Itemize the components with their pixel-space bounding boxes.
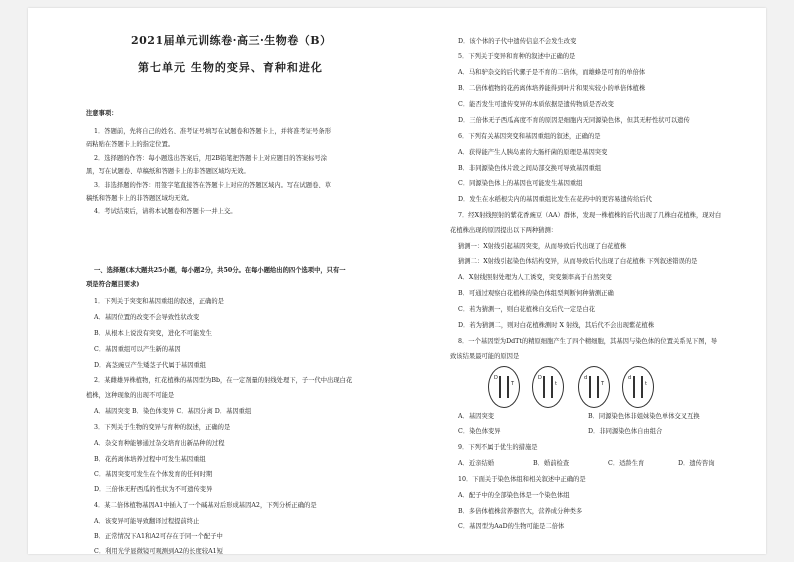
chromosome bbox=[633, 376, 635, 398]
gene-label: D bbox=[538, 375, 542, 381]
gene-label: d bbox=[584, 375, 588, 381]
chromosome bbox=[551, 376, 553, 398]
notice-heading: 注意事项： bbox=[86, 110, 118, 117]
question-line: 植株，这种现象的出现不可能是 bbox=[86, 392, 175, 399]
option-line: A．配子中的全部染色体是一个染色体组 bbox=[458, 492, 570, 499]
chromosome bbox=[589, 376, 591, 398]
exam-page bbox=[28, 8, 766, 554]
option-line: A．获得能产生人胰岛素的大肠杆菌的原理是基因突变 bbox=[458, 149, 608, 156]
section-heading: 一、选择题(本大题共25小题，每小题2分，共50分。在每小题给出的四个选项中，只有一 bbox=[94, 267, 346, 274]
question-line: 4．某二倍体植物基因A1中插入了一个碱基对后形成基因A2，下列分析正确的是 bbox=[94, 502, 317, 509]
option-line: C．基因重组可以产生新的基因 bbox=[94, 346, 181, 353]
notice-item: 稿纸和答题卡上的非答题区域均无效。 bbox=[86, 195, 194, 202]
option-line: C．若为猜测一，则白花植株自交后代一定是白花 bbox=[458, 306, 596, 313]
notice-item: 4．考试结束后，请将本试题卷和答题卡一并上交。 bbox=[94, 208, 237, 215]
option-line: A．近亲结婚 bbox=[458, 460, 495, 467]
option-line: D．遗传咨询 bbox=[678, 460, 715, 467]
option-line: D．三倍体无籽西瓜的性状为不可遗传变异 bbox=[94, 486, 213, 493]
cell-4 bbox=[622, 366, 654, 408]
gene-label: D bbox=[494, 375, 498, 381]
option-line: C．能否发生可遗传变异的本质依据是遗传物质是否改变 bbox=[458, 101, 614, 108]
option-line: A．基因突变 bbox=[458, 413, 495, 420]
option-line: A．杂交育种能够通过杂交培育出新品种的过程 bbox=[94, 440, 225, 447]
option-line: B．多倍体植株营养器官大，营养成分种类多 bbox=[458, 508, 583, 515]
hypothesis-line: 猜测二：X射线引起染色体结构变异，从而导致后代出现了白花植株 下列叙述错误的是 bbox=[458, 258, 698, 265]
notice-item: 3．非选择题的作答：用签字笔直接答在答题卡上对应的答题区域内。写在试题卷、草 bbox=[94, 182, 331, 189]
question-line: 9．下列不属于优生的措施是 bbox=[458, 444, 538, 451]
chromosome bbox=[543, 376, 545, 398]
question-line: 7．经X射线照射的紫花香豌豆（AA）群体，发现一株植株的后代出现了几株白花植株，现对白 bbox=[458, 212, 722, 219]
option-line: B．同源染色体非姐妹染色单体交叉互换 bbox=[588, 413, 700, 420]
option-line: A．基因突变 B．染色体变异 C．基因分离 D．基因重组 bbox=[94, 408, 252, 415]
option-line: C．利用光学显微镜可观测到A2的长度较A1短 bbox=[94, 548, 223, 555]
cell-1 bbox=[488, 366, 520, 408]
option-line: C．基因型为AaD的生物可能是二倍体 bbox=[458, 523, 565, 530]
option-line: D．非同源染色体自由组合 bbox=[588, 428, 663, 435]
notice-item: 黑，写在试题卷、草稿纸和答题卡上的非答题区域均无效。 bbox=[86, 168, 250, 175]
gene-label: d bbox=[628, 375, 632, 381]
question-line: 致该结果最可能的原因是 bbox=[450, 353, 520, 360]
option-line: A．X射线照射处理为人工诱变，突变频率高于自然突变 bbox=[458, 274, 612, 281]
gene-label: T bbox=[511, 381, 515, 387]
option-line: C．染色体变异 bbox=[458, 428, 501, 435]
option-line: D．高茎豌豆产生矮茎子代属于基因重组 bbox=[94, 362, 207, 369]
option-line: A．基因位置的改变不会导致性状改变 bbox=[94, 314, 200, 321]
option-line: B．花药离体培养过程中可发生基因重组 bbox=[94, 456, 206, 463]
option-line: D．该个体的子代中遗传信息不会发生改变 bbox=[458, 38, 577, 45]
chromosome bbox=[597, 376, 599, 398]
page-title: 2021届单元训练卷·高三·生物卷（B） bbox=[131, 34, 332, 47]
chromosome bbox=[507, 376, 509, 398]
chromosome bbox=[499, 376, 501, 398]
section-heading-cont: 项是符合题目要求) bbox=[86, 281, 140, 288]
cell-2 bbox=[532, 366, 564, 408]
option-line: B．婚前检查 bbox=[533, 460, 570, 467]
option-line: B．从根本上说没有突变，进化不可能发生 bbox=[94, 330, 212, 337]
question-line: 1．下列关于突变和基因重组的叙述，正确的是 bbox=[94, 298, 224, 305]
sperm-cells-figure bbox=[488, 364, 668, 414]
option-line: C．基因突变可发生在个体发育的任何时期 bbox=[94, 471, 213, 478]
option-line: D．若为猜测二，则对白花植株测时 X 射线，其后代不会出现紫花植株 bbox=[458, 322, 655, 329]
option-line: B．正常情况下A1和A2可存在于同一个配子中 bbox=[94, 533, 223, 540]
question-line: 2．某雌雄异株植物，红花植株的基因型为Bb，在一定剂量的射线处理下，子一代中出现白花 bbox=[94, 377, 353, 384]
option-line: D．三倍体无子西瓜高度不育的原因是细胞内无同源染色体，但其无籽性状可以遗传 bbox=[458, 117, 690, 124]
notice-item: 2．选择题的作答：每小题选出答案后，用2B铅笔把答题卡上对应题目的答案标号涂 bbox=[94, 155, 328, 162]
option-line: D．发生在水稻根尖内的基因重组比发生在花药中的更容易遗传给后代 bbox=[458, 196, 652, 203]
option-line: A．马和驴杂交的后代骡子是不育的二倍体，而雄蜂是可育的单倍体 bbox=[458, 69, 646, 76]
gene-label: t bbox=[555, 381, 557, 387]
unit-subtitle: 第七单元 生物的变异、育种和进化 bbox=[138, 61, 323, 74]
option-line: B．非同源染色体片段之间局部交换可导致基因重组 bbox=[458, 165, 602, 172]
question-line: 8．一个基因型为DdTt的精原细胞产生了四个精细胞，其基因与染色体的位置关系见下图，导 bbox=[458, 338, 718, 345]
option-line: B．可通过观察白花植株的染色体组型判断何种猜测正确 bbox=[458, 290, 614, 297]
question-line: 6．下列有关基因突变和基因重组的叙述，正确的是 bbox=[458, 133, 601, 140]
notice-item: 1．答题前，先将自己的姓名、准考证号填写在试题卷和答题卡上，并将准考证号条形 bbox=[94, 128, 331, 135]
option-line: A．该变异可能导致翻译过程提前终止 bbox=[94, 518, 200, 525]
option-line: C．适龄生育 bbox=[608, 460, 645, 467]
question-line: 5．下列关于变异和育种的叙述中正确的是 bbox=[458, 53, 576, 60]
question-line: 花植株出现的原因提出以下两种猜测： bbox=[450, 227, 558, 234]
option-line: C．同源染色体上的基因也可能发生基因重组 bbox=[458, 180, 583, 187]
option-line: B．二倍体植物的花药离体培养能得到叶片和果实较小的单倍体植株 bbox=[458, 85, 646, 92]
hypothesis-line: 猜测一：X射线引起基因突变，从而导致后代出现了白花植株 bbox=[458, 243, 627, 250]
gene-label: T bbox=[601, 381, 605, 387]
cell-3 bbox=[578, 366, 610, 408]
question-line: 3．下列关于生物的变异与育种的叙述，正确的是 bbox=[94, 424, 231, 431]
gene-label: t bbox=[645, 381, 647, 387]
chromosome bbox=[641, 376, 643, 398]
question-line: 10．下面关于染色体组和相关叙述中正确的是 bbox=[458, 476, 586, 483]
notice-item: 码粘贴在答题卡上的指定位置。 bbox=[86, 141, 175, 148]
